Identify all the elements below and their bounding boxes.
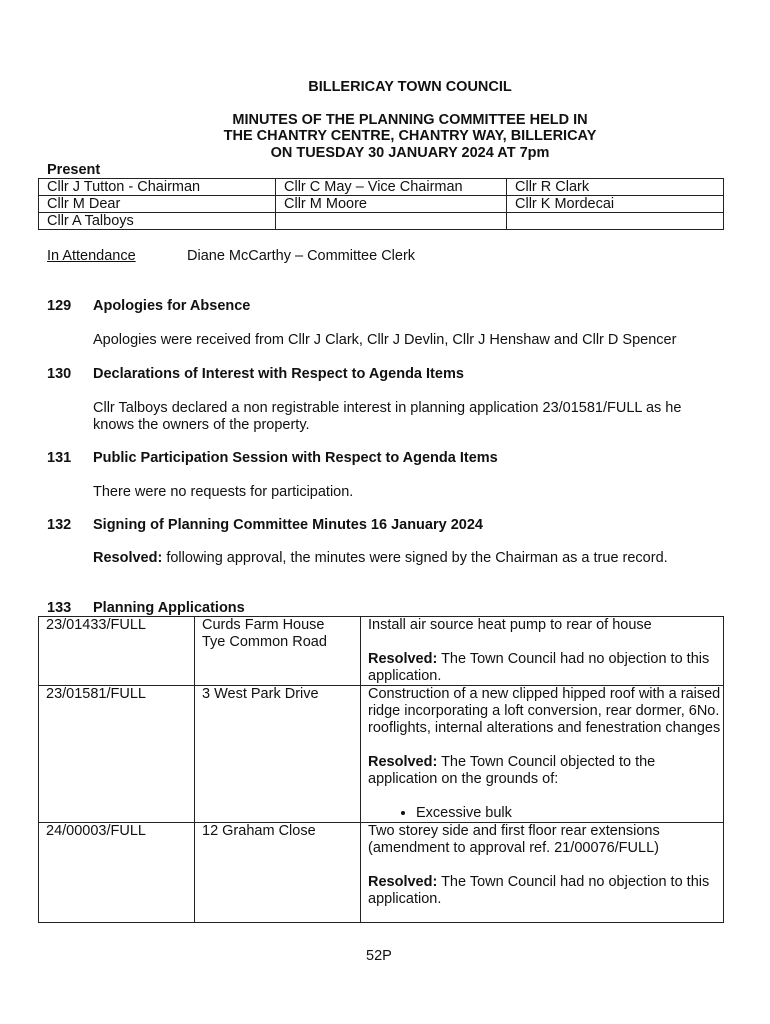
resolution-text: The Town Council had no objection to this application. <box>368 651 710 684</box>
application-address <box>195 823 361 923</box>
resolution-text: The Town Council had no objection to this application. <box>368 874 710 907</box>
application-description: Construction of a new clipped hipped roof with a raised ridge incorporating a loft conversion, rear dormer, 6No. rooflights, internal alterations and fenestration changes <box>368 686 721 736</box>
attendance-value: Diane McCarthy – Committee Clerk <box>187 248 416 264</box>
present-cell: Cllr M Moore <box>276 196 507 213</box>
item-number: 129 <box>47 298 72 314</box>
present-row <box>39 179 724 196</box>
item-text: Cllr Talboys declared a non registrable interest in planning application 23/01581/FULL as he knows the owners of the property. <box>93 400 682 433</box>
present-label: Present <box>47 162 101 178</box>
item-number: 133 <box>47 600 72 616</box>
table-row <box>39 617 724 686</box>
attendance-label: In Attendance <box>47 248 136 264</box>
present-row <box>39 213 724 230</box>
address-line: 12 Graham Close <box>202 823 316 839</box>
item-text: There were no requests for participation. <box>93 484 354 500</box>
resolved-text: following approval, the minutes were signed by the Chairman as a true record. <box>162 550 668 566</box>
present-cell: Cllr M Dear <box>39 196 276 213</box>
application-details <box>361 617 724 686</box>
application-ref: 23/01581/FULL <box>39 686 195 823</box>
item-number: 130 <box>47 366 72 382</box>
table-row <box>39 686 724 823</box>
item-number: 131 <box>47 450 72 466</box>
resolved-label: Resolved: <box>368 874 438 890</box>
present-table <box>38 178 724 230</box>
item-text <box>93 550 723 567</box>
application-resolution <box>368 754 723 788</box>
application-address <box>195 617 361 686</box>
item-text: Apologies were received from Cllr J Clark, Cllr J Devlin, Cllr J Henshaw and Cllr D Spencer <box>93 332 677 348</box>
address-line: Curds Farm House <box>202 617 325 633</box>
minutes-title-line2: THE CHANTRY CENTRE, CHANTRY WAY, BILLERICAY <box>223 128 597 144</box>
present-cell: Cllr A Talboys <box>39 213 276 230</box>
minutes-title-line3: ON TUESDAY 30 JANUARY 2024 AT 7pm <box>270 145 550 161</box>
application-details <box>361 686 724 823</box>
item-title: Declarations of Interest with Respect to Agenda Items <box>93 366 464 382</box>
present-cell <box>507 213 724 230</box>
list-item: • Excessive bulk <box>416 805 723 822</box>
resolved-label: Resolved: <box>368 754 438 770</box>
table-row <box>39 823 724 923</box>
present-cell: Cllr C May – Vice Chairman <box>276 179 507 196</box>
resolved-label: Resolved: <box>93 550 163 566</box>
present-cell: Cllr R Clark <box>507 179 724 196</box>
application-description: Install air source heat pump to rear of house <box>368 617 652 633</box>
application-description: Two storey side and first floor rear extensions (amendment to approval ref. 21/00076/FULL) <box>368 823 660 856</box>
application-ref: 23/01433/FULL <box>39 617 195 686</box>
application-resolution <box>368 874 723 908</box>
application-resolution <box>368 651 723 685</box>
item-title: Apologies for Absence <box>93 298 251 314</box>
item-number: 132 <box>47 517 72 533</box>
application-address <box>195 686 361 823</box>
minutes-title-line1: MINUTES OF THE PLANNING COMMITTEE HELD IN <box>232 112 588 128</box>
application-ref: 24/00003/FULL <box>39 823 195 923</box>
resolution-text: The Town Council objected to the application on the grounds of: <box>368 754 656 787</box>
council-title: BILLERICAY TOWN COUNCIL <box>308 79 512 95</box>
present-cell: Cllr J Tutton - Chairman <box>39 179 276 196</box>
grounds-list <box>368 805 723 822</box>
application-details <box>361 823 724 923</box>
resolved-label: Resolved: <box>368 651 438 667</box>
present-cell: Cllr K Mordecai <box>507 196 724 213</box>
address-line: 3 West Park Drive <box>202 686 319 702</box>
present-cell <box>276 213 507 230</box>
item-title: Planning Applications <box>93 600 245 616</box>
page-number: 52P <box>366 948 392 964</box>
present-row <box>39 196 724 213</box>
applications-table <box>38 616 724 923</box>
address-line: Tye Common Road <box>202 634 327 650</box>
item-title: Public Participation Session with Respect to Agenda Items <box>93 450 498 466</box>
item-title: Signing of Planning Committee Minutes 16 January 2024 <box>93 517 483 533</box>
